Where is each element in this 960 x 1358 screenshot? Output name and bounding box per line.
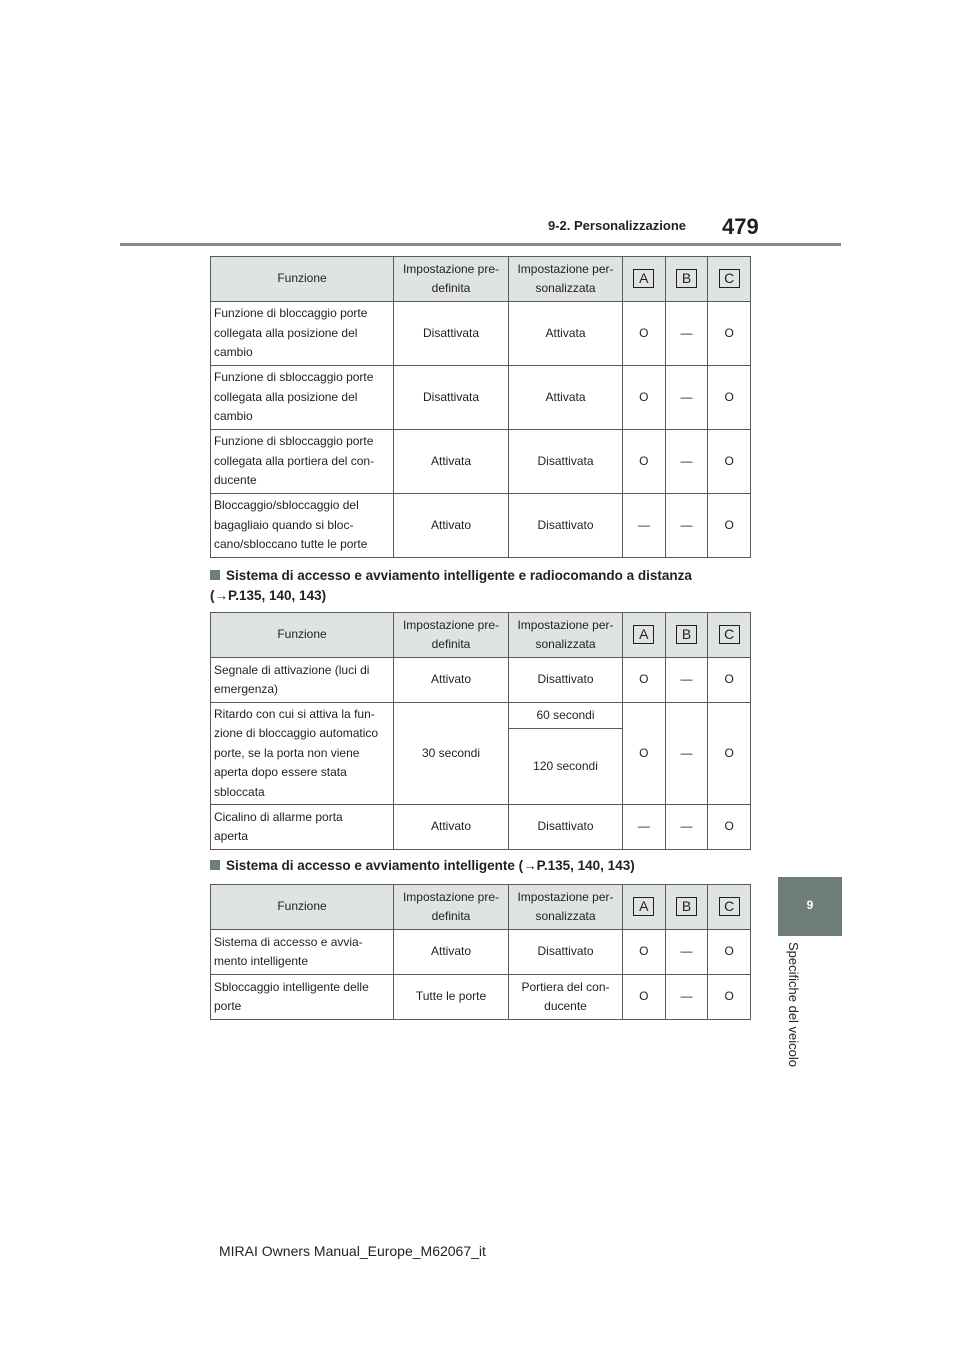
function-line: cambio bbox=[214, 345, 253, 360]
col-b-box: B bbox=[676, 897, 697, 916]
header-custom-line2: sonalizzata bbox=[535, 281, 596, 295]
table-row bbox=[211, 975, 751, 1020]
table-smart-entry-remote-settings bbox=[210, 612, 751, 850]
cell-b: — bbox=[665, 930, 708, 975]
cell-a: O bbox=[623, 703, 666, 805]
cell-c: O bbox=[708, 805, 751, 850]
header-col-c bbox=[708, 257, 751, 302]
cell-a: O bbox=[623, 430, 666, 494]
cell-default: Disattivata bbox=[394, 366, 509, 430]
section-heading-smart-entry-remote bbox=[210, 566, 692, 606]
function-line: ducente bbox=[214, 473, 257, 488]
table-row bbox=[211, 930, 751, 975]
header-col-b bbox=[665, 257, 708, 302]
function-line: Sistema di accesso e avvia- bbox=[214, 934, 363, 949]
header-default bbox=[394, 257, 509, 302]
table-row bbox=[211, 805, 751, 850]
header-default bbox=[394, 885, 509, 930]
cell-default: Attivato bbox=[394, 930, 509, 975]
section-bullet-icon bbox=[210, 860, 220, 870]
function-line: emergenza) bbox=[214, 682, 279, 696]
table-row bbox=[211, 658, 751, 703]
cell-function bbox=[211, 658, 394, 703]
header-section-title: 9-2. Personalizzazione bbox=[548, 218, 686, 233]
chapter-number: 9 bbox=[806, 898, 814, 912]
col-c-box: C bbox=[719, 269, 740, 288]
cell-function bbox=[211, 975, 394, 1020]
cell-custom: Disattivato bbox=[509, 930, 623, 975]
cell-function bbox=[211, 302, 394, 366]
function-line: cambio bbox=[214, 409, 253, 424]
header-custom bbox=[509, 885, 623, 930]
function-line: collegata alla posizione del bbox=[214, 389, 358, 404]
header-custom-line2: sonalizzata bbox=[535, 637, 596, 651]
function-line: Ritardo con cui si attiva la fun- bbox=[214, 706, 375, 721]
header-default-line1: Impostazione pre- bbox=[402, 617, 500, 632]
header-default-line1: Impostazione pre- bbox=[402, 889, 500, 904]
chapter-label: Specifiche del veicolo bbox=[786, 942, 801, 1068]
col-a-box: A bbox=[633, 625, 654, 644]
table-row bbox=[211, 302, 751, 366]
cell-custom bbox=[509, 975, 623, 1020]
col-b-box: B bbox=[676, 269, 697, 288]
function-line: Funzione di sbloccaggio porte bbox=[214, 370, 374, 385]
page-number: 479 bbox=[722, 214, 759, 239]
cell-c: O bbox=[708, 366, 751, 430]
header-custom-line1: Impostazione per- bbox=[517, 261, 614, 276]
function-line: collegata alla posizione del bbox=[214, 325, 358, 340]
function-line: porte, se la porta non viene bbox=[214, 745, 360, 760]
cell-a: O bbox=[623, 302, 666, 366]
cell-c: O bbox=[708, 975, 751, 1020]
cell-function bbox=[211, 930, 394, 975]
cell-custom: Disattivato bbox=[509, 658, 623, 703]
function-line: zione di bloccaggio automatico bbox=[214, 726, 379, 741]
cell-c: O bbox=[708, 703, 751, 805]
header-col-c bbox=[708, 613, 751, 658]
cell-custom: Disattivata bbox=[509, 430, 623, 494]
header-default bbox=[394, 613, 509, 658]
table-row bbox=[211, 494, 751, 558]
cell-a: O bbox=[623, 658, 666, 703]
header-col-b bbox=[665, 885, 708, 930]
section-bullet-icon bbox=[210, 570, 220, 580]
cell-a: O bbox=[623, 366, 666, 430]
table-header-row bbox=[211, 257, 751, 302]
cell-c: O bbox=[708, 430, 751, 494]
function-line: mento intelligente bbox=[214, 954, 309, 968]
table-header-row bbox=[211, 613, 751, 658]
cell-c: O bbox=[708, 930, 751, 975]
cell-b: — bbox=[665, 366, 708, 430]
function-line: aperta dopo essere stata bbox=[214, 765, 347, 780]
cell-function bbox=[211, 366, 394, 430]
cell-b: — bbox=[665, 430, 708, 494]
cell-b: — bbox=[665, 658, 708, 703]
header-col-a bbox=[623, 257, 666, 302]
header-custom-line1: Impostazione per- bbox=[517, 889, 614, 904]
header-custom bbox=[509, 257, 623, 302]
table-row bbox=[211, 703, 751, 729]
cell-function bbox=[211, 805, 394, 850]
cell-default: Disattivata bbox=[394, 302, 509, 366]
section-title: Sistema di accesso e avviamento intelligente (→P.135, 140, 143) bbox=[226, 858, 635, 873]
function-line: Bloccaggio/sbloccaggio del bbox=[214, 498, 359, 513]
cell-custom: Disattivato bbox=[509, 494, 623, 558]
custom-line: ducente bbox=[544, 999, 587, 1013]
cell-function bbox=[211, 703, 394, 805]
function-line: porte bbox=[214, 999, 242, 1013]
chapter-tab bbox=[778, 877, 842, 936]
cell-a: — bbox=[623, 805, 666, 850]
function-line: collegata alla portiera del con- bbox=[214, 453, 375, 468]
function-line: Funzione di bloccaggio porte bbox=[214, 306, 368, 321]
function-line: aperta bbox=[214, 829, 249, 843]
cell-default: Attivato bbox=[394, 805, 509, 850]
cell-default: Attivata bbox=[394, 430, 509, 494]
header-col-a bbox=[623, 613, 666, 658]
header-custom bbox=[509, 613, 623, 658]
cell-b: — bbox=[665, 703, 708, 805]
cell-custom: Attivata bbox=[509, 366, 623, 430]
cell-custom-option: 60 secondi bbox=[509, 703, 623, 729]
cell-c: O bbox=[708, 658, 751, 703]
function-line: sbloccata bbox=[214, 784, 265, 799]
cell-b: — bbox=[665, 975, 708, 1020]
cell-custom-option: 120 secondi bbox=[509, 729, 623, 805]
header-rule bbox=[120, 243, 841, 246]
function-line: bagagliaio quando si bloc- bbox=[214, 517, 354, 532]
function-line: Sbloccaggio intelligente delle bbox=[214, 979, 369, 994]
header-custom-line1: Impostazione per- bbox=[517, 617, 614, 632]
section-title-line1: Sistema di accesso e avviamento intelligente e radiocomando a distanza bbox=[226, 568, 692, 583]
header-default-line1: Impostazione pre- bbox=[402, 261, 500, 276]
cell-b: — bbox=[665, 494, 708, 558]
section-title-line2: (→P.135, 140, 143) bbox=[210, 588, 327, 603]
header-default-line2: definita bbox=[431, 909, 471, 923]
cell-default: Attivato bbox=[394, 494, 509, 558]
function-line: Cicalino di allarme porta bbox=[214, 809, 343, 824]
header-col-c bbox=[708, 885, 751, 930]
col-a-box: A bbox=[633, 897, 654, 916]
header-funzione: Funzione bbox=[211, 257, 394, 302]
cell-default: Attivato bbox=[394, 658, 509, 703]
cell-custom: Disattivato bbox=[509, 805, 623, 850]
cell-a: — bbox=[623, 494, 666, 558]
table-row bbox=[211, 366, 751, 430]
cell-function bbox=[211, 430, 394, 494]
function-line: Funzione di sbloccaggio porte bbox=[214, 434, 374, 449]
custom-line: Portiera del con- bbox=[521, 979, 610, 994]
cell-custom: Attivata bbox=[509, 302, 623, 366]
header-default-line2: definita bbox=[431, 281, 471, 295]
col-a-box: A bbox=[633, 269, 654, 288]
function-line: Segnale di attivazione (luci di bbox=[214, 662, 370, 677]
table-header-row bbox=[211, 885, 751, 930]
header-col-a bbox=[623, 885, 666, 930]
cell-c: O bbox=[708, 494, 751, 558]
cell-b: — bbox=[665, 302, 708, 366]
header-col-b bbox=[665, 613, 708, 658]
header-funzione: Funzione bbox=[211, 885, 394, 930]
section-heading-smart-entry bbox=[210, 856, 635, 876]
cell-c: O bbox=[708, 302, 751, 366]
header-default-line2: definita bbox=[431, 637, 471, 651]
cell-default: 30 secondi bbox=[394, 703, 509, 805]
col-b-box: B bbox=[676, 625, 697, 644]
function-line: cano/sbloccano tutte le porte bbox=[214, 537, 368, 552]
cell-a: O bbox=[623, 975, 666, 1020]
header-funzione: Funzione bbox=[211, 613, 394, 658]
cell-a: O bbox=[623, 930, 666, 975]
cell-default: Tutte le porte bbox=[394, 975, 509, 1020]
footer-manual-id: MIRAI Owners Manual_Europe_M62067_it bbox=[219, 1243, 486, 1259]
col-c-box: C bbox=[719, 625, 740, 644]
col-c-box: C bbox=[719, 897, 740, 916]
table-door-lock-settings bbox=[210, 256, 751, 558]
cell-b: — bbox=[665, 805, 708, 850]
table-row bbox=[211, 430, 751, 494]
cell-function bbox=[211, 494, 394, 558]
header-custom-line2: sonalizzata bbox=[535, 909, 596, 923]
table-smart-entry-settings bbox=[210, 884, 751, 1020]
